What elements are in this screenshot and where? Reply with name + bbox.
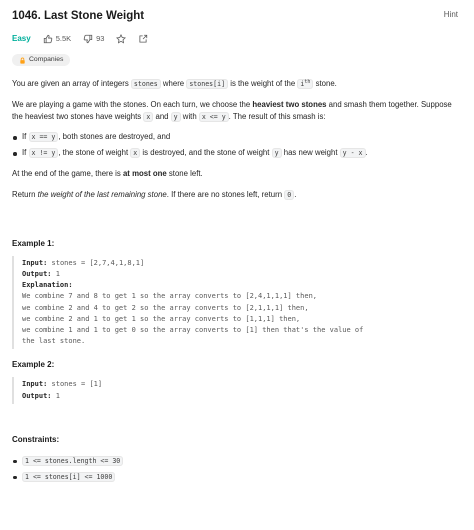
problem-title: 1046. Last Stone Weight — [12, 10, 145, 22]
problem-content — [12, 78, 462, 491]
smash-rules-list — [12, 131, 462, 159]
inline-code: $i^{th}$ — [297, 79, 313, 89]
star-icon — [116, 34, 126, 44]
favorite-button[interactable] — [116, 34, 126, 44]
inline-code: y — [171, 112, 181, 122]
inline-code: x — [130, 148, 140, 158]
example-1-block: Input: stones = [2,7,4,1,8,1] Output: 1 Explanation: We combine 7 and 8 to get 1 so the array converts to [2,4,1,1,1] then, we combine 2 and 4 to get 2 so the array converts to [2,1,1,1] then, we combine 2 and 1 to get 1 so the array converts to [1,1,1] then, we combine 1 and 1 to get 0 so the array converts to [1] then that's the value of the last stone. — [12, 256, 462, 350]
inline-code: x == y — [29, 132, 59, 142]
hint-button[interactable]: Hint — [443, 10, 458, 19]
thumbs-down-icon — [83, 34, 93, 44]
companies-label: Companies — [29, 56, 64, 63]
list-item — [12, 455, 462, 467]
example-2-block: Input: stones = [1] Output: 1 — [12, 377, 462, 403]
inline-code: 0 — [284, 190, 294, 200]
inline-code: 1 <= stones.length <= 30 — [22, 456, 123, 466]
inline-code: x — [143, 112, 153, 122]
lock-icon — [19, 57, 26, 64]
list-item — [12, 471, 462, 483]
inline-code: stones[i] — [186, 79, 228, 89]
share-button[interactable] — [138, 34, 148, 44]
inline-code: x != y — [29, 148, 59, 158]
like-button[interactable] — [43, 33, 71, 44]
constraints-heading: Constraints: — [12, 434, 60, 444]
description-paragraph-4: Return the weight of the last remaining stone. If there are no stones left, return 0 . — [12, 189, 297, 199]
example-1-heading: Example 1: — [12, 238, 55, 248]
inline-code: x <= y — [199, 112, 229, 122]
list-item: If x != y , the stone of weight x is destroyed, and the stone of weight y has new weight y - x . — [12, 147, 462, 159]
problem-meta-bar — [12, 33, 148, 45]
share-icon — [138, 34, 148, 44]
inline-code: y — [272, 148, 282, 158]
like-count: 5.5K — [55, 34, 72, 44]
description-paragraph-3: At the end of the game, there is at most one stone left. — [12, 169, 203, 179]
constraints-list — [12, 455, 462, 483]
thumbs-up-icon — [43, 34, 53, 44]
difficulty-badge: Easy — [12, 34, 31, 43]
description-paragraph-2: We are playing a game with the stones. On each turn, we choose the heaviest two stones and smash them together. Suppose the heaviest two stones have weights x and y with x <= y . The result of this smash is: — [12, 99, 452, 121]
inline-code: y - x — [340, 148, 366, 158]
dislike-button[interactable] — [83, 33, 104, 44]
companies-tag[interactable] — [12, 54, 70, 66]
example-2-heading: Example 2: — [12, 360, 55, 370]
dislike-count: 93 — [96, 34, 105, 44]
inline-code: 1 <= stones[i] <= 1000 — [22, 472, 115, 482]
inline-code: stones — [131, 79, 161, 89]
list-item: If x == y , both stones are destroyed, and — [12, 131, 462, 143]
description-paragraph-1: You are given an array of integers stones where stones[i] is the weight of the $i^{th}$ stone. — [12, 78, 337, 88]
